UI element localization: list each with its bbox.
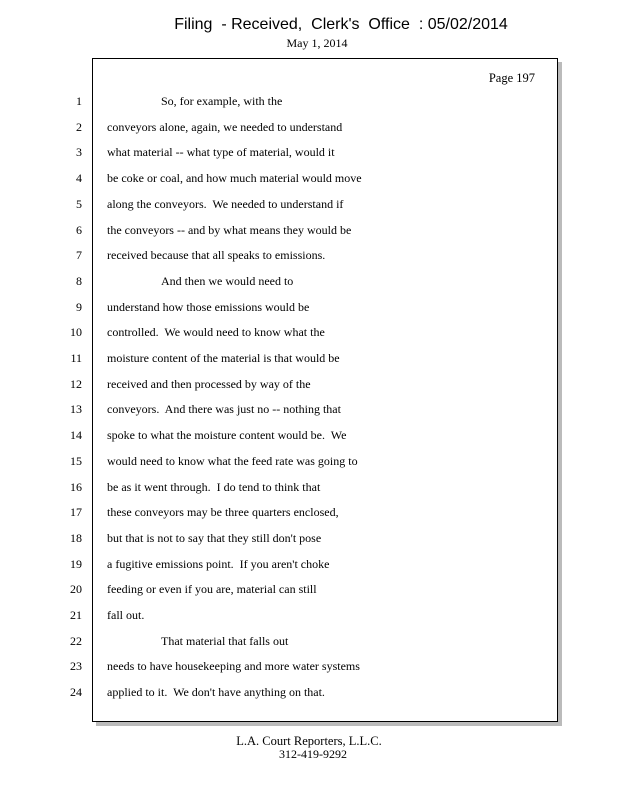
transcript-line: a fugitive emissions point. If you aren't choke [107,556,330,571]
line-number: 6 [76,222,82,237]
transcript-line: these conveyors may be three quarters enclosed, [107,505,339,520]
line-number: 19 [70,556,82,571]
line-number: 7 [76,248,82,263]
line-number: 16 [70,479,82,494]
transcript-line: So, for example, with the [161,94,283,108]
transcript-line: feeding or even if you are, material can still [107,582,317,597]
transcript-line: conveyors. And there was just no -- nothing that [107,402,341,417]
transcript-line: what material -- what type of material, would it [107,145,335,160]
transcript-line: understand how those emissions would be [107,299,310,314]
transcript-line: would need to know what the feed rate was going to [107,453,358,468]
transcript-line: the conveyors -- and by what means they would be [107,222,352,237]
transcript-line: applied to it. We don't have anything on that. [107,685,325,700]
line-number: 21 [70,608,82,622]
line-number: 22 [70,633,82,648]
transcript-line: along the conveyors. We needed to understand if [107,196,344,211]
footer-phone: 312-419-9292 [279,747,347,761]
line-number: 8 [76,273,82,288]
transcript-date: May 1, 2014 [286,36,348,50]
transcript-line: conveyors alone, again, we needed to understand [107,119,343,134]
transcript-line: That material that falls out [161,633,289,648]
page-number: Page 197 [488,71,535,85]
line-number: 9 [76,299,82,314]
transcript-line: but that is not to say that they still don't pose [107,530,322,545]
line-number: 11 [70,351,82,365]
transcript-line: be coke or coal, and how much material would move [107,171,362,186]
line-number: 3 [76,145,82,160]
line-number: 2 [76,119,82,134]
line-number: 13 [70,402,82,417]
line-number: 20 [70,582,82,597]
filing-stamp: Filing - Received, Clerk's Office : 05/02/2014 [174,16,508,33]
transcript-line: spoke to what the moisture content would be. We [107,428,347,443]
transcript-line: received because that all speaks to emissions. [107,248,326,263]
transcript-line: received and then processed by way of the [107,376,311,391]
transcript-line: be as it went through. I do tend to think that [107,479,321,494]
transcript-line: needs to have housekeeping and more water systems [107,659,360,674]
line-number: 14 [70,428,82,443]
line-number: 24 [70,685,82,700]
transcript-line: And then we would need to [161,273,294,288]
line-number: 17 [70,505,82,520]
footer-company: L.A. Court Reporters, L.L.C. [236,734,382,748]
line-number: 12 [70,376,82,391]
line-number: 5 [76,196,82,211]
transcript-line: moisture content of the material is that would be [107,351,340,365]
line-number: 15 [70,453,82,468]
transcript-line: fall out. [107,608,145,622]
line-number: 23 [70,659,82,674]
transcript-line: controlled. We would need to know what the [107,325,325,340]
line-number: 1 [76,94,82,108]
line-number: 10 [70,325,82,340]
line-number: 18 [70,530,82,545]
line-number: 4 [76,171,82,186]
